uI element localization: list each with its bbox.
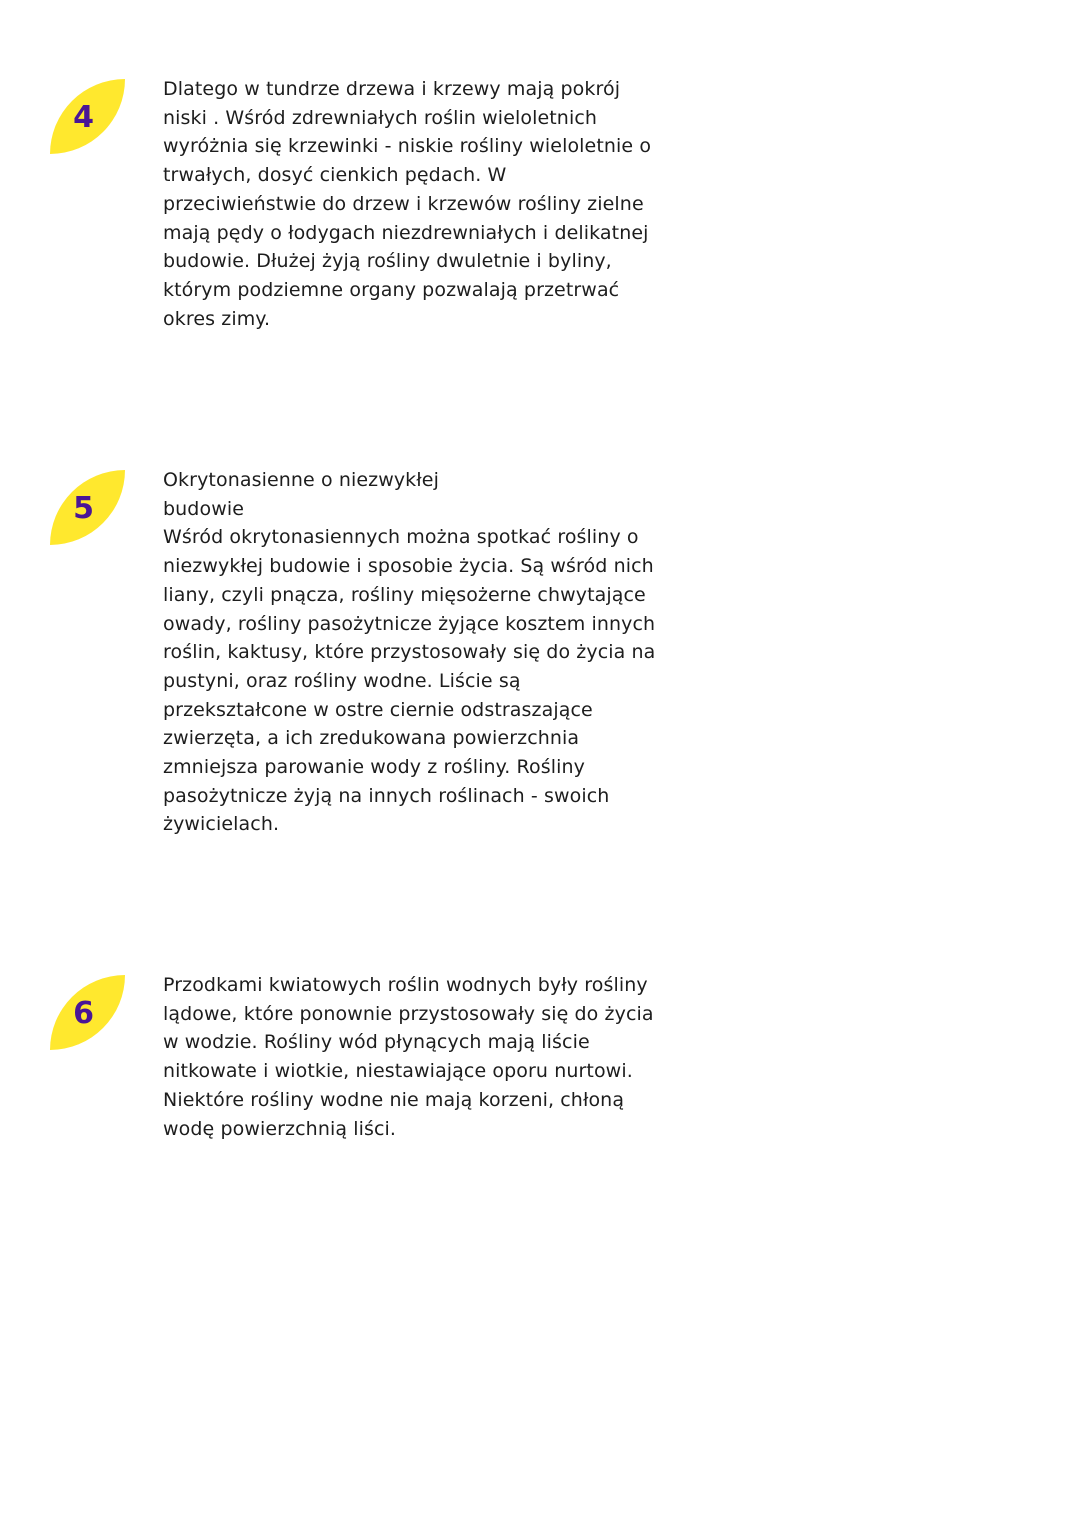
text-line: mają pędy o łodygach niezdrewniałych i delikatnej — [163, 221, 649, 244]
section-text — [163, 466, 683, 839]
section-number: 5 — [73, 491, 94, 526]
text-line: przekształcone w ostre ciernie odstraszające — [163, 698, 593, 721]
section-number-badge — [50, 470, 125, 545]
text-line: Przodkami kwiatowych roślin wodnych były rośliny — [163, 974, 648, 996]
text-line: Niektóre rośliny wodne nie mają korzeni, chłoną — [163, 1088, 625, 1111]
text-line: zwierzęta, a ich zredukowana powierzchnia — [163, 727, 580, 750]
text-line: niezwykłej budowie i sposobie życia. Są wśród nich — [163, 555, 654, 578]
text-line: budowie. Dłużej żyją rośliny dwuletnie i byliny, — [163, 250, 612, 273]
section-number-badge — [50, 79, 125, 154]
text-line: nitkowate i wiotkie, niestawiające oporu nurtowi. — [163, 1060, 633, 1083]
text-line: zmniejsza parowanie wody z rośliny. Rośliny — [163, 756, 585, 779]
text-line: lądowe, które ponownie przystosowały się do życia — [163, 1002, 654, 1025]
text-line: liany, czyli pnącza, rośliny mięsożerne chwytające — [163, 583, 646, 606]
text-line: okres zimy. — [163, 307, 271, 330]
section-number: 6 — [73, 996, 94, 1031]
section-number: 4 — [73, 100, 94, 135]
text-line: Wśród okrytonasiennych można spotkać rośliny o — [163, 526, 639, 549]
text-line: roślin, kaktusy, które przystosowały się do życia na — [163, 641, 656, 664]
text-line: trwałych, dosyć cienkich pędach. W — [163, 164, 507, 187]
section-text — [163, 75, 683, 333]
text-line: niski . Wśród zdrewniałych roślin wieloletnich — [163, 106, 598, 129]
section-text — [163, 971, 683, 1143]
section-heading-line: Okrytonasienne o niezwykłej — [163, 469, 439, 491]
text-line: pasożytnicze żyją na innych roślinach - swoich — [163, 784, 610, 807]
text-line: Dlatego w tundrze drzewa i krzewy mają pokrój — [163, 78, 621, 100]
text-line: którym podziemne organy pozwalają przetrwać — [163, 278, 620, 301]
text-line: wyróżnia się krzewinki - niskie rośliny wieloletnie o — [163, 135, 652, 158]
text-line: pustyni, oraz rośliny wodne. Liście są — [163, 669, 521, 692]
text-line: żywicielach. — [163, 813, 280, 836]
text-line: owady, rośliny pasożytnicze żyjące kosztem innych — [163, 612, 656, 635]
text-line: w wodzie. Rośliny wód płynących mają liście — [163, 1031, 590, 1054]
text-line: wodę powierzchnią liści. — [163, 1117, 397, 1140]
section-heading-line: budowie — [163, 497, 244, 520]
text-line: przeciwieństwie do drzew i krzewów rośliny zielne — [163, 192, 644, 215]
section-number-badge — [50, 975, 125, 1050]
